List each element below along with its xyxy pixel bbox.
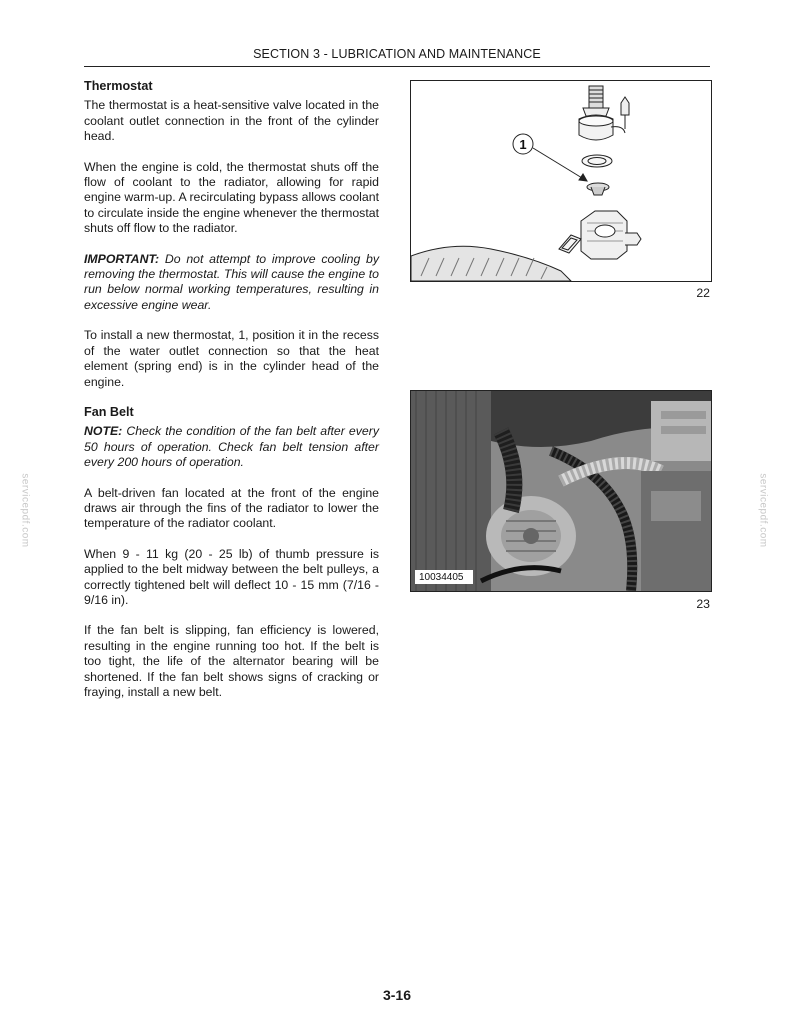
fan-belt-paragraph-1: A belt-driven fan located at the front of the engine draws air through the fins of the radiator to lower the temperature of the radiator coolant. [84, 485, 379, 531]
important-notice [84, 252, 379, 314]
fan-belt-heading: Fan Belt [84, 404, 134, 419]
header-divider [84, 66, 710, 67]
thermostat-exploded-drawing [411, 81, 711, 281]
important-text: Do not attempt to improve cooling by removing the thermostat. This will cause the engine to run below normal working temperatures, resulting in excessive engine wear. [84, 251, 379, 312]
watermark-right: servicepdf.com [757, 473, 769, 548]
note-text: Check the condition of the fan belt after every 50 hours of operation. Check fan belt tension after every 200 hours of operation. [84, 424, 379, 470]
thermostat-paragraph-3: To install a new thermostat, 1, position it in the recess of the water outlet connection so that the heat element (spring end) is in the cylinder head of the engine. [84, 328, 379, 389]
figure-number-23: 23 [696, 597, 710, 611]
section-header: SECTION 3 - LUBRICATION AND MAINTENANCE [253, 47, 541, 61]
figure-thermostat-diagram [410, 80, 712, 282]
thermostat-heading: Thermostat [84, 79, 153, 93]
figure-number-22: 22 [696, 286, 710, 300]
page-number: 3-16 [382, 987, 412, 1003]
fan-belt-paragraph-3: If the fan belt is slipping, fan efficiency is lowered, resulting in the engine running too hot. If the belt is too tight, the life of the alternator bearing will be shortened. If the fan belt shows signs of cracking or fraying, install a new belt. [84, 623, 379, 699]
thermostat-paragraph-1: The thermostat is a heat-sensitive valve located in the coolant outlet connection in the front of the cylinder head. [84, 98, 379, 144]
note-label: NOTE: [84, 424, 123, 439]
thermostat-paragraph-2: When the engine is cold, the thermostat shuts off the flow of coolant to the radiator, allowing for rapid engine warm-up. A recirculating bypass allows coolant to circulate inside the engine whenever the thermostat shuts off flow to the radiator. [84, 159, 379, 236]
callout-number: 1 [519, 137, 527, 152]
text-column [84, 77, 379, 715]
watermark-left: servicepdf.com [19, 473, 31, 548]
important-label: IMPORTANT: [84, 251, 160, 266]
engine-photo [411, 391, 711, 591]
fan-belt-note [84, 424, 379, 470]
figure-fan-belt-photo [410, 390, 712, 592]
figure-code: 10034405 [419, 572, 464, 583]
fan-belt-paragraph-2: When 9 - 11 kg (20 - 25 lb) of thumb pressure is applied to the belt midway between the belt pulleys, a correctly tightened belt will deflect 10 - 15 mm (7/16 - 9/16 in). [84, 546, 379, 607]
